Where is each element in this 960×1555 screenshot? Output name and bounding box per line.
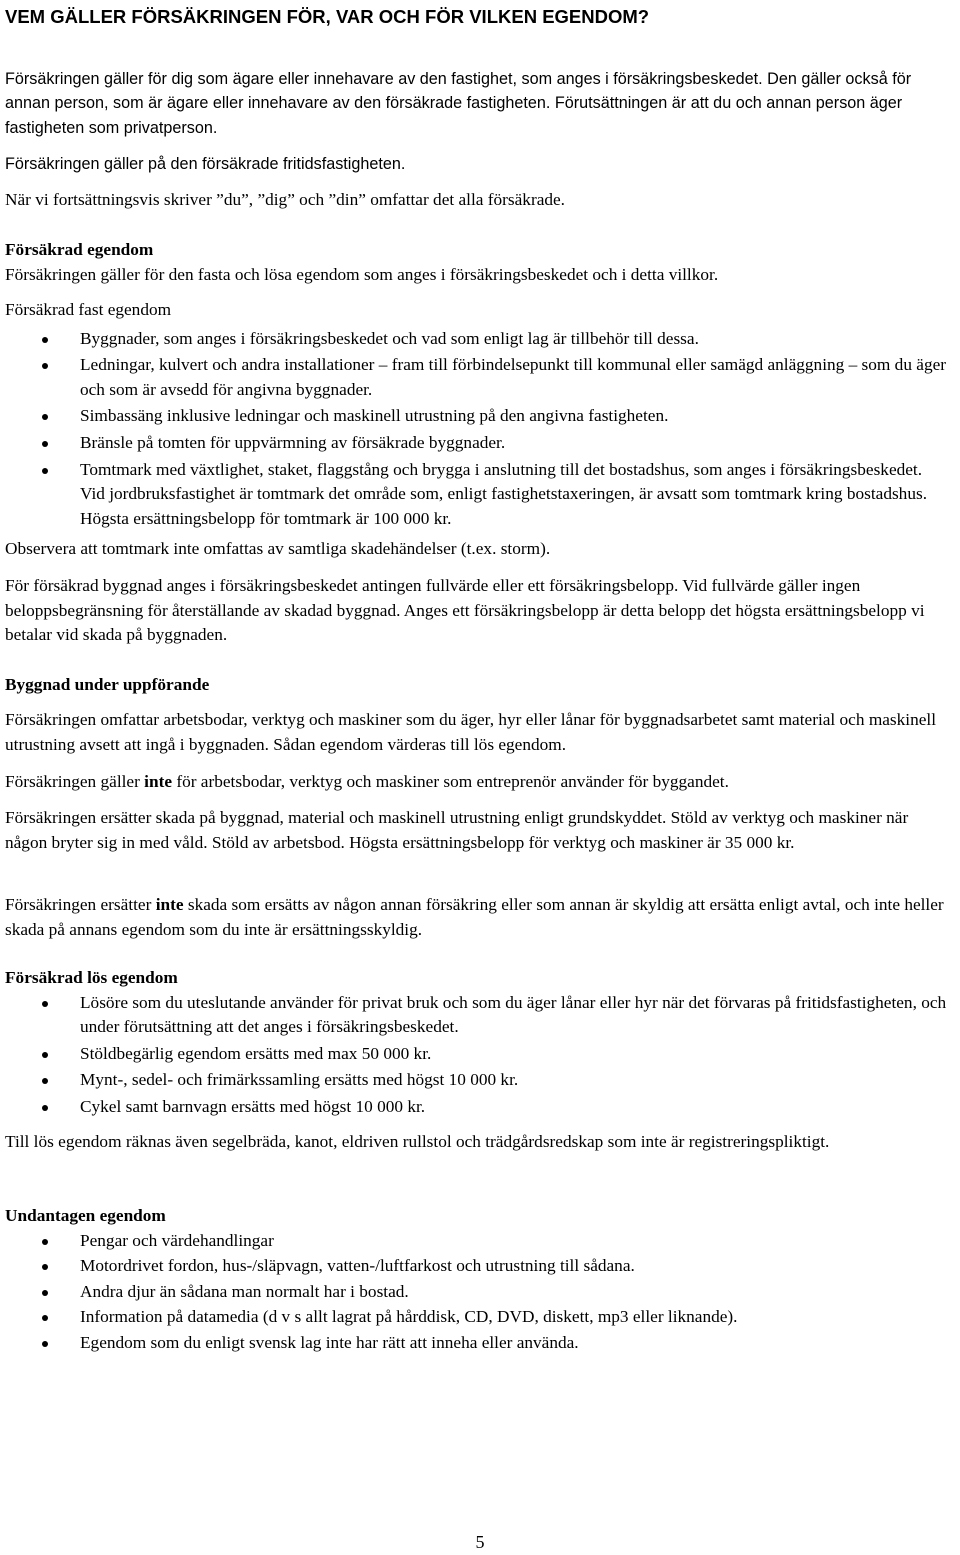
intro-paragraph: När vi fortsättningsvis skriver ”du”, ”dig” och ”din” omfattar det alla försäkrade. [5,190,565,209]
bullet-icon [42,1264,48,1270]
section-text: Försäkringen omfattar arbetsbodar, verktyg och maskiner som du äger, hyr eller lånar för byggnadsarbetet samt material och maskinell utrustning avsett att ingå i byggnaden. Sådan egendom värderas till lös egendom. [5,710,937,754]
list-item: Information på datamedia (d v s allt lagrat på hårddisk, CD, DVD, diskett, mp3 eller liknande). [5,1305,950,1330]
bullet-icon [42,414,48,420]
intro-paragraph: Försäkringen gäller på den försäkrade fritidsfastigheten. [5,154,406,173]
list-item: Andra djur än sådana man normalt har i bostad. [5,1280,950,1305]
bullet-icon [42,1078,48,1084]
section-text: Försäkringen ersätter inte skada som ersätts av någon annan försäkring eller som annan är skyldig att ersätta enligt avtal, och inte heller skada på annans egendom som du inte är ersättningsskyldig. [5,895,944,939]
los-egendom-extra [5,1130,950,1155]
bullet-icon [42,1239,48,1245]
intro-paragraph: Försäkringen gäller för dig som ägare eller innehavare av den fastighet, som anges i försäkringsbeskedet. Den gäller också för annan person, som är ägare eller innehavare av den försäkrade fastigheten. Förutsättningen är att du och annan person äger fastigheten som privatperson. [5,70,912,137]
list-item: Lösöre som du uteslutande använder för privat bruk och som du äger lånar eller hyr när det förvaras på fritidsfastigheten, och under förutsättning att det anges i försäkringsbeskedet. [5,991,950,1040]
bullet-icon [42,1290,48,1296]
bullet-icon [42,363,48,369]
page-title: VEM GÄLLER FÖRSÄKRINGEN FÖR, VAR OCH FÖR VILKEN EGENDOM? [5,6,650,27]
pronoun-note [5,188,950,213]
list-item: Mynt-, sedel- och frimärkssamling ersätts med högst 10 000 kr. [5,1068,950,1093]
bullet-icon [42,1001,48,1007]
list-item: Ledningar, kulvert och andra installationer – fram till förbindelsepunkt till kommunal eller samägd anläggning – som du äger och som är avsedd för angivna byggnader. [5,353,950,402]
bullet-icon [42,441,48,447]
bullet-icon [42,1341,48,1347]
bullet-icon [42,1315,48,1321]
uppforande-p2 [5,770,950,795]
los-egendom-section [5,966,950,1120]
list-item: Stöldbegärlig egendom ersätts med max 50 000 kr. [5,1042,950,1067]
fast-egendom-list [5,327,950,532]
section-heading: Försäkrad lös egendom [5,968,178,987]
section-heading: Försäkrad fast egendom [5,300,172,319]
list-item: Simbassäng inklusive ledningar och maskinell utrustning på den angivna fastigheten. [5,404,950,429]
page-number: 5 [475,1532,485,1552]
list-item: Byggnader, som anges i försäkringsbeskedet och vad som enligt lag är tillbehör till dessa. [5,327,950,352]
bullet-icon [42,468,48,474]
section-heading: Byggnad under uppförande [5,675,210,694]
bullet-icon [42,1052,48,1058]
undantagen-section [5,1204,950,1356]
section-text: För försäkrad byggnad anges i försäkringsbeskedet antingen fullvärde eller ett försäkringsbelopp. Vid fullvärde gäller ingen beloppsbegränsning för återställande av skadad byggnad. Anges ett försäkringsbelopp är detta belopp det högsta ersättningsbelopp vi betalar vid skada på byggnaden. [5,576,925,645]
uppforande-p3 [5,806,950,855]
section-text: Försäkringen ersätter skada på byggnad, material och maskinell utrustning enligt grundskyddet. Stöld av verktyg och maskiner när någon bryter sig in med våld. Stöld av arbetsbod. Högsta ersättningsbelopp för verktyg och maskiner är 35 000 kr. [5,808,909,852]
list-item: Bränsle på tomten för uppvärmning av försäkrade byggnader. [5,431,950,456]
section-text: Till lös egendom räknas även segelbräda, kanot, eldriven rullstol och trädgårdsredskap som inte är registreringspliktigt. [5,1132,830,1151]
uppforande-p1 [5,708,950,757]
tomtmark-note [5,537,950,562]
list-item: Tomtmark med växtlighet, staket, flaggstång och brygga i anslutning till det bostadshus, som anges i försäkringsbeskedet. Vid jordbruksfastighet är tomtmark det område som, enligt fastighetstaxeringen, är avsatt som tomtmark kring bostadshus. Högsta ersättningsbelopp för tomtmark är 100 000 kr. [5,458,950,532]
section-heading: Undantagen egendom [5,1206,166,1225]
list-item: Motordrivet fordon, hus-/släpvagn, vatten-/luftfarkost och utrustning till sådana. [5,1254,950,1279]
undantagen-list [5,1229,950,1356]
list-item: Egendom som du enligt svensk lag inte har rätt att inneha eller använda. [5,1331,950,1356]
fullvarde-paragraph [5,574,950,648]
list-item: Cykel samt barnvagn ersätts med högst 10 000 kr. [5,1095,950,1120]
section-heading: Försäkrad egendom [5,240,154,259]
section-text: Försäkringen gäller inte för arbetsbodar, verktyg och maskiner som entreprenör använder för byggandet. [5,772,729,791]
note-text: Observera att tomtmark inte omfattas av samtliga skadehändelser (t.ex. storm). [5,539,551,558]
uppforande-p4 [5,893,950,942]
list-item: Pengar och värdehandlingar [5,1229,950,1254]
intro-section [5,67,950,189]
fast-egendom-section [5,298,950,531]
uppforande-section [5,673,950,698]
bullet-icon [42,337,48,343]
section-text: Försäkringen gäller för den fasta och lösa egendom som anges i försäkringsbeskedet och i detta villkor. [5,264,719,284]
forsakrad-egendom-section [5,238,950,287]
bullet-icon [42,1105,48,1111]
los-egendom-list [5,991,950,1120]
